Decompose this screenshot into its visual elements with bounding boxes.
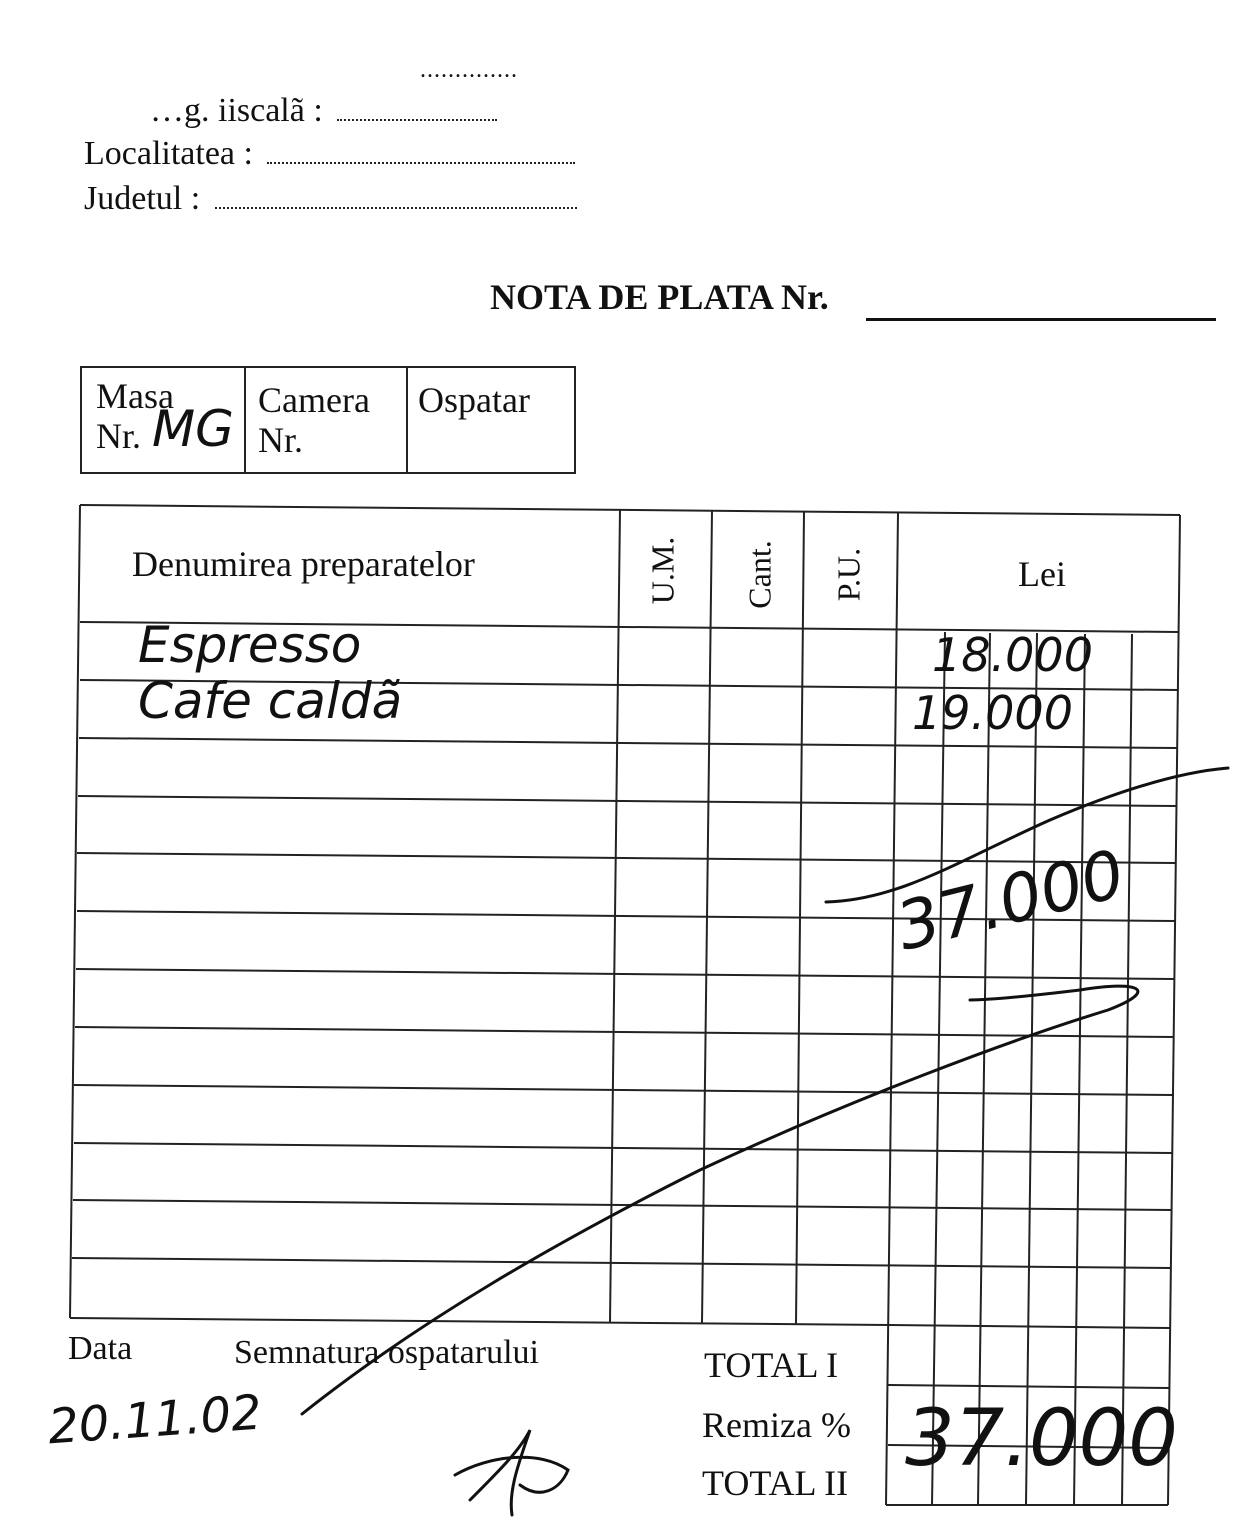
- bill-number-line: [866, 318, 1216, 321]
- table-row-2-name: Cafe caldã: [138, 672, 403, 730]
- info-box-divider-1: [244, 368, 246, 472]
- page-title: NOTA DE PLATA Nr.: [490, 277, 829, 317]
- camera-label: [258, 380, 370, 460]
- remiza-label: Remiza %: [702, 1405, 851, 1445]
- col-name-header: Denumirea preparatelor: [132, 544, 475, 584]
- masa-value: MG: [152, 400, 234, 458]
- data-label: Data: [68, 1330, 133, 1367]
- localitatea-label: Localitatea :: [84, 135, 253, 172]
- subtotal-handwritten: 37.000: [889, 835, 1132, 966]
- col-lei-header: Lei: [1018, 554, 1066, 594]
- table-row-2-lei: 19.000: [912, 686, 1073, 740]
- table-row-1-name: Espresso: [138, 616, 362, 674]
- judetul-row: [84, 180, 577, 218]
- header-top-dots: ..............: [420, 57, 518, 83]
- total2-label: TOTAL II: [702, 1463, 849, 1503]
- total1-label: TOTAL I: [704, 1345, 839, 1385]
- cod-fiscal-dots: [337, 93, 497, 121]
- total-value: 37.000: [905, 1394, 1178, 1484]
- masa-label-line2: Nr.: [96, 416, 141, 456]
- judetul-label: Judetul :: [84, 180, 201, 217]
- semnatura-label: Semnatura ospatarului: [234, 1334, 539, 1371]
- localitatea-dots: [267, 136, 575, 164]
- camera-label-line2: Nr.: [258, 420, 303, 460]
- info-box-divider-2: [406, 368, 408, 472]
- localitatea-row: [84, 135, 575, 173]
- col-um-header: U.M.: [644, 536, 681, 605]
- camera-label-line1: Camera: [258, 380, 370, 420]
- cod-fiscal-row: [150, 92, 497, 130]
- masa-label-line1: Masa: [96, 376, 174, 416]
- table-row-1-lei: 18.000: [932, 628, 1093, 682]
- col-pu-header: P.U.: [830, 547, 867, 602]
- cod-fiscal-label: …g. iiscalã :: [150, 92, 323, 129]
- judetul-dots: [215, 181, 577, 209]
- col-cant-header: Cant.: [741, 540, 778, 609]
- data-value: 20.11.02: [46, 1384, 264, 1456]
- signature-mark: [455, 1430, 568, 1515]
- header-top-line: [420, 48, 518, 86]
- ospatar-label: Ospatar: [418, 380, 530, 420]
